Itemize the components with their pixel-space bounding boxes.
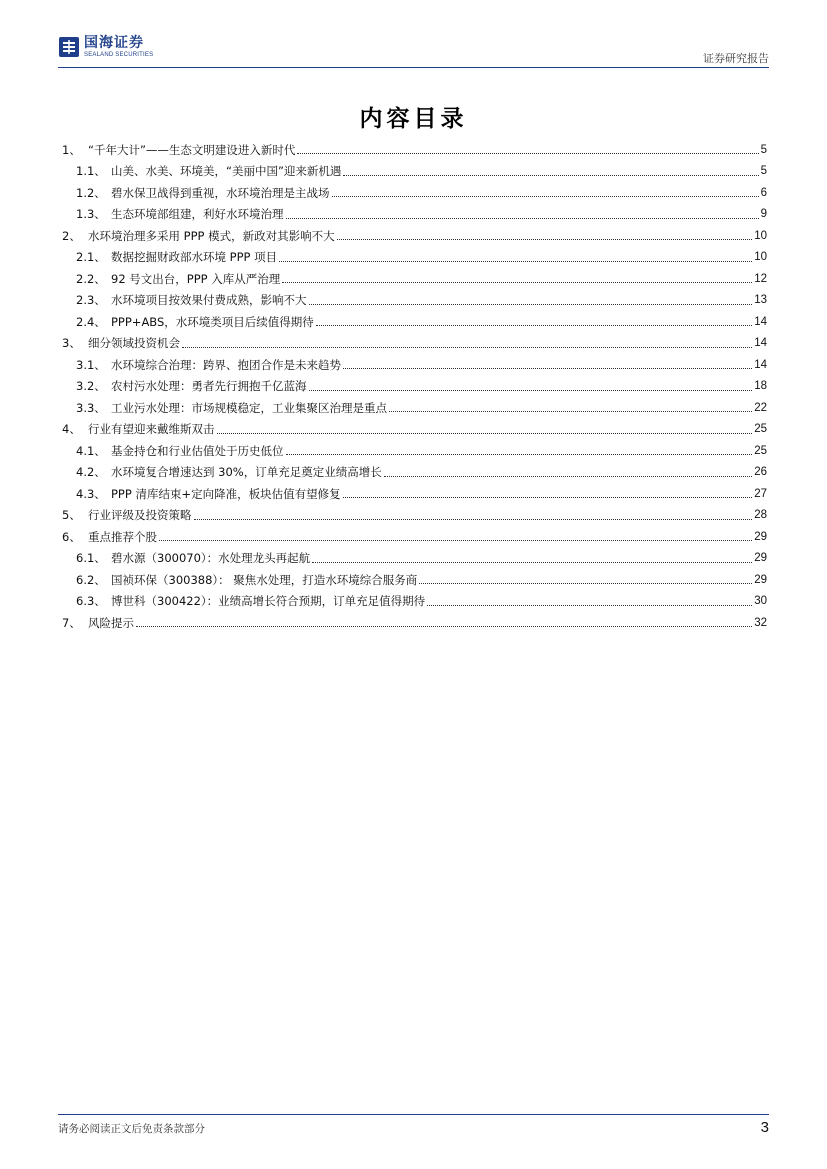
page-number: 3 xyxy=(760,1119,769,1136)
toc-dot-leader xyxy=(419,583,752,584)
toc-entry-number: 2.3、 xyxy=(76,293,106,308)
toc-entry-page: 26 xyxy=(754,466,767,479)
toc-entry[interactable] xyxy=(62,505,767,527)
toc-dot-leader xyxy=(282,282,752,283)
toc-entry[interactable] xyxy=(62,440,767,462)
toc-entry-number: 1、 xyxy=(62,142,81,157)
toc-dot-leader xyxy=(384,476,752,477)
toc-entry[interactable] xyxy=(62,290,767,312)
toc-dot-leader xyxy=(159,540,752,541)
toc-dot-leader xyxy=(337,239,753,240)
toc-dot-leader xyxy=(297,153,758,154)
toc-entry-number: 4.1、 xyxy=(76,443,106,458)
toc-entry-page: 32 xyxy=(754,616,767,629)
logo-english-name: SEALAND SECURITIES xyxy=(84,52,154,58)
toc-dot-leader xyxy=(182,347,752,348)
toc-entry-page: 5 xyxy=(760,143,767,156)
toc-entry-number: 7、 xyxy=(62,615,81,630)
toc-entry-page: 30 xyxy=(754,595,767,608)
toc-entry[interactable] xyxy=(62,333,767,355)
toc-entry-page: 14 xyxy=(754,337,767,350)
toc-entry[interactable] xyxy=(62,139,767,161)
toc-entry[interactable] xyxy=(62,483,767,505)
toc-entry[interactable] xyxy=(62,591,767,613)
toc-dot-leader xyxy=(309,304,753,305)
toc-entry-number: 4、 xyxy=(62,422,81,437)
toc-entry-page: 25 xyxy=(754,423,767,436)
footer-divider xyxy=(58,1114,769,1115)
toc-entry-number: 2.4、 xyxy=(76,314,106,329)
toc-entry-title: 博世科（300422）：业绩高增长符合预期，订单充足值得期待 xyxy=(111,594,426,609)
toc-dot-leader xyxy=(316,325,752,326)
toc-entry-page: 27 xyxy=(754,487,767,500)
toc-entry-page: 6 xyxy=(760,186,767,199)
toc-entry-title: 山美、水美、环境美，“美丽中国”迎来新机遇 xyxy=(111,164,342,179)
toc-entry-page: 13 xyxy=(754,294,767,307)
toc-entry-page: 18 xyxy=(754,380,767,393)
toc-entry[interactable] xyxy=(62,225,767,247)
company-logo xyxy=(58,36,153,58)
toc-dot-leader xyxy=(194,519,753,520)
table-of-contents xyxy=(62,139,767,634)
toc-entry-number: 3、 xyxy=(62,336,81,351)
toc-entry-title: PPP 清库结束+定向降准，板块估值有望修复 xyxy=(111,486,341,501)
toc-entry[interactable] xyxy=(62,376,767,398)
toc-entry-title: 数据挖掘财政部水环境 PPP 项目 xyxy=(111,250,278,265)
toc-entry[interactable] xyxy=(62,569,767,591)
toc-entry-title: 水环境治理多采用 PPP 模式，新政对其影响不大 xyxy=(88,228,335,243)
toc-entry-title: 工业污水处理：市场规模稳定，工业集聚区治理是重点 xyxy=(111,400,387,415)
toc-dot-leader xyxy=(343,497,753,498)
toc-entry[interactable] xyxy=(62,161,767,183)
toc-entry-page: 25 xyxy=(754,444,767,457)
toc-entry-number: 3.2、 xyxy=(76,379,106,394)
toc-entry-title: 92 号文出台，PPP 入库从严治理 xyxy=(111,271,281,286)
toc-entry-number: 6.1、 xyxy=(76,551,106,566)
toc-dot-leader xyxy=(286,218,759,219)
toc-dot-leader xyxy=(286,454,753,455)
toc-entry-page: 28 xyxy=(754,509,767,522)
toc-entry-page: 29 xyxy=(754,552,767,565)
toc-entry-title: 基金持仓和行业估值处于历史低位 xyxy=(111,443,284,458)
toc-entry[interactable] xyxy=(62,204,767,226)
report-type-label: 证券研究报告 xyxy=(703,52,769,65)
toc-entry[interactable] xyxy=(62,268,767,290)
toc-entry-number: 2、 xyxy=(62,228,81,243)
toc-dot-leader xyxy=(279,261,752,262)
toc-entry-title: PPP+ABS，水环境类项目后续值得期待 xyxy=(111,314,314,329)
toc-entry-number: 3.1、 xyxy=(76,357,106,372)
toc-entry-title: 水环境综合治理：跨界、抱团合作是未来趋势 xyxy=(111,357,341,372)
toc-entry[interactable] xyxy=(62,354,767,376)
toc-entry[interactable] xyxy=(62,548,767,570)
toc-entry-number: 4.2、 xyxy=(76,465,106,480)
toc-entry[interactable] xyxy=(62,419,767,441)
header-divider xyxy=(58,67,769,68)
toc-entry-page: 12 xyxy=(754,272,767,285)
toc-entry-page: 29 xyxy=(754,573,767,586)
toc-entry-title: 细分领域投资机会 xyxy=(88,336,180,351)
toc-entry-number: 1.1、 xyxy=(76,164,106,179)
toc-entry-number: 2.2、 xyxy=(76,271,106,286)
toc-entry[interactable] xyxy=(62,612,767,634)
toc-entry-number: 5、 xyxy=(62,508,81,523)
toc-dot-leader xyxy=(332,196,759,197)
toc-entry-page: 9 xyxy=(760,208,767,221)
toc-entry-title: 碧水保卫战得到重视，水环境治理是主战场 xyxy=(111,185,330,200)
toc-dot-leader xyxy=(343,368,752,369)
toc-entry-page: 29 xyxy=(754,530,767,543)
toc-entry-title: 国祯环保（300388）： 聚焦水处理，打造水环境综合服务商 xyxy=(111,572,418,587)
toc-entry-title: 农村污水处理：勇者先行拥抱千亿蓝海 xyxy=(111,379,307,394)
toc-entry-page: 22 xyxy=(754,401,767,414)
toc-entry-page: 10 xyxy=(754,251,767,264)
disclaimer-note: 请务必阅读正文后免责条款部分 xyxy=(58,1123,205,1135)
toc-entry-page: 10 xyxy=(754,229,767,242)
toc-entry[interactable] xyxy=(62,311,767,333)
toc-entry-title: 重点推荐个股 xyxy=(88,529,157,544)
toc-dot-leader xyxy=(389,411,752,412)
toc-entry-page: 5 xyxy=(760,165,767,178)
toc-entry[interactable] xyxy=(62,462,767,484)
toc-entry-title: 水环境复合增速达到 30%，订单充足奠定业绩高增长 xyxy=(111,465,382,480)
toc-entry-number: 2.1、 xyxy=(76,250,106,265)
toc-entry-number: 6.3、 xyxy=(76,594,106,609)
toc-dot-leader xyxy=(343,175,758,176)
page-header xyxy=(58,36,769,66)
toc-entry-title: “千年大计”——生态文明建设进入新时代 xyxy=(88,142,296,157)
toc-entry-page: 14 xyxy=(754,315,767,328)
sealand-logo-icon xyxy=(58,36,80,58)
toc-entry-title: 风险提示 xyxy=(88,615,134,630)
toc-dot-leader xyxy=(312,562,752,563)
toc-entry[interactable] xyxy=(62,526,767,548)
toc-entry-title: 行业评级及投资策略 xyxy=(88,508,192,523)
toc-entry-page: 14 xyxy=(754,358,767,371)
toc-entry-number: 3.3、 xyxy=(76,400,106,415)
toc-entry-title: 碧水源（300070）：水处理龙头再起航 xyxy=(111,551,311,566)
toc-entry-title: 水环境项目按效果付费成熟，影响不大 xyxy=(111,293,307,308)
logo-chinese-name: 国海证券 xyxy=(84,35,144,51)
toc-entry-number: 1.3、 xyxy=(76,207,106,222)
toc-entry[interactable] xyxy=(62,247,767,269)
toc-dot-leader xyxy=(427,605,752,606)
toc-dot-leader xyxy=(309,390,753,391)
toc-entry-number: 1.2、 xyxy=(76,185,106,200)
toc-entry-title: 生态环境部组建，利好水环境治理 xyxy=(111,207,284,222)
toc-entry[interactable] xyxy=(62,397,767,419)
toc-entry[interactable] xyxy=(62,182,767,204)
toc-dot-leader xyxy=(217,433,753,434)
toc-dot-leader xyxy=(136,626,752,627)
toc-entry-number: 4.3、 xyxy=(76,486,106,501)
toc-entry-title: 行业有望迎来戴维斯双击 xyxy=(88,422,215,437)
toc-entry-number: 6.2、 xyxy=(76,572,106,587)
toc-entry-number: 6、 xyxy=(62,529,81,544)
toc-title: 内容目录 xyxy=(359,106,468,132)
